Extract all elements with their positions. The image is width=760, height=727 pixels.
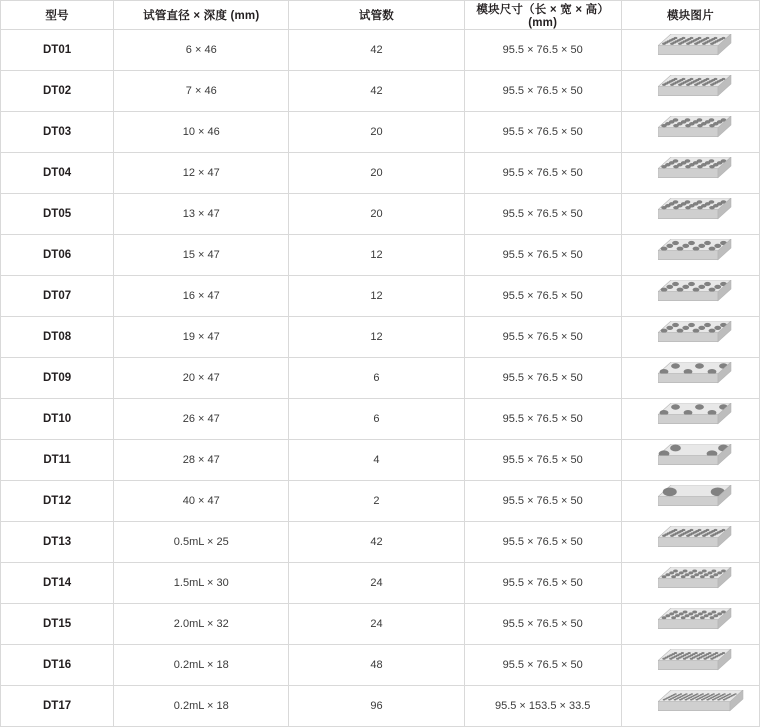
cell-dimensions: 1.5mL × 30 — [114, 563, 289, 604]
table-row — [1, 440, 760, 481]
cell-block-image — [621, 112, 759, 153]
cell-dimensions: 12 × 47 — [114, 153, 289, 194]
cell-block-image — [621, 153, 759, 194]
cell-tube-count: 20 — [289, 153, 464, 194]
cell-block-image — [621, 686, 759, 727]
cell-model: DT12 — [1, 481, 114, 522]
cell-block-size: 95.5 × 76.5 × 50 — [464, 194, 621, 235]
aluminum-block-20-holes-icon — [658, 198, 722, 231]
cell-tube-count: 48 — [289, 645, 464, 686]
column-header-tube-dimensions: 试管直径 × 深度 (mm) — [114, 1, 289, 30]
cell-tube-count: 20 — [289, 194, 464, 235]
table-header — [1, 1, 760, 30]
table-row — [1, 563, 760, 604]
cell-dimensions: 10 × 46 — [114, 112, 289, 153]
aluminum-block-20-holes-icon — [658, 116, 722, 149]
aluminum-block-6-holes-icon — [658, 403, 722, 436]
cell-model: DT10 — [1, 399, 114, 440]
cell-block-image — [621, 317, 759, 358]
cell-block-size: 95.5 × 76.5 × 50 — [464, 522, 621, 563]
cell-tube-count: 42 — [289, 30, 464, 71]
cell-block-size: 95.5 × 76.5 × 50 — [464, 71, 621, 112]
table-row — [1, 276, 760, 317]
cell-block-image — [621, 563, 759, 604]
cell-block-image — [621, 399, 759, 440]
cell-model: DT04 — [1, 153, 114, 194]
cell-tube-count: 12 — [289, 276, 464, 317]
cell-dimensions: 15 × 47 — [114, 235, 289, 276]
cell-block-size: 95.5 × 76.5 × 50 — [464, 317, 621, 358]
cell-block-size: 95.5 × 76.5 × 50 — [464, 276, 621, 317]
cell-tube-count: 6 — [289, 358, 464, 399]
column-header-block-image: 模块图片 — [621, 1, 759, 30]
aluminum-block-12-holes-icon — [658, 321, 722, 354]
cell-dimensions: 26 × 47 — [114, 399, 289, 440]
cell-model: DT16 — [1, 645, 114, 686]
table-row — [1, 194, 760, 235]
cell-block-size: 95.5 × 76.5 × 50 — [464, 645, 621, 686]
cell-model: DT07 — [1, 276, 114, 317]
cell-dimensions: 20 × 47 — [114, 358, 289, 399]
aluminum-block-12-holes-icon — [658, 280, 722, 313]
cell-model: DT05 — [1, 194, 114, 235]
table-row — [1, 30, 760, 71]
table-row — [1, 317, 760, 358]
aluminum-block-42-holes-icon — [658, 526, 722, 559]
cell-dimensions: 19 × 47 — [114, 317, 289, 358]
cell-block-image — [621, 522, 759, 563]
cell-block-image — [621, 30, 759, 71]
table-row — [1, 686, 760, 727]
cell-block-image — [621, 358, 759, 399]
cell-model: DT15 — [1, 604, 114, 645]
cell-tube-count: 42 — [289, 522, 464, 563]
table-row — [1, 604, 760, 645]
aluminum-block-12-holes-icon — [658, 239, 722, 272]
cell-block-size: 95.5 × 76.5 × 50 — [464, 399, 621, 440]
table-row — [1, 645, 760, 686]
cell-model: DT14 — [1, 563, 114, 604]
cell-model: DT13 — [1, 522, 114, 563]
cell-dimensions: 0.5mL × 25 — [114, 522, 289, 563]
cell-model: DT17 — [1, 686, 114, 727]
aluminum-block-24-holes-icon — [658, 608, 722, 641]
column-header-model: 型号 — [1, 1, 114, 30]
aluminum-block-24-holes-icon — [658, 567, 722, 600]
column-header-block-size: 模块尺寸（长 × 宽 × 高）(mm) — [464, 1, 621, 30]
cell-model: DT08 — [1, 317, 114, 358]
cell-tube-count: 2 — [289, 481, 464, 522]
cell-block-image — [621, 604, 759, 645]
cell-tube-count: 24 — [289, 563, 464, 604]
cell-tube-count: 96 — [289, 686, 464, 727]
cell-block-image — [621, 645, 759, 686]
aluminum-block-42-holes-icon — [658, 75, 722, 108]
cell-model: DT03 — [1, 112, 114, 153]
cell-block-image — [621, 276, 759, 317]
aluminum-block-4-holes-icon — [658, 444, 722, 477]
table-row — [1, 71, 760, 112]
cell-block-size: 95.5 × 153.5 × 33.5 — [464, 686, 621, 727]
cell-tube-count: 24 — [289, 604, 464, 645]
column-header-tube-count: 试管数 — [289, 1, 464, 30]
aluminum-block-42-holes-icon — [658, 34, 722, 67]
cell-block-image — [621, 481, 759, 522]
cell-model: DT06 — [1, 235, 114, 276]
cell-block-image — [621, 235, 759, 276]
table-row — [1, 153, 760, 194]
table-row — [1, 235, 760, 276]
cell-block-size: 95.5 × 76.5 × 50 — [464, 112, 621, 153]
cell-dimensions: 2.0mL × 32 — [114, 604, 289, 645]
table-header-row — [1, 1, 760, 30]
cell-tube-count: 6 — [289, 399, 464, 440]
cell-dimensions: 7 × 46 — [114, 71, 289, 112]
cell-dimensions: 40 × 47 — [114, 481, 289, 522]
cell-model: DT01 — [1, 30, 114, 71]
cell-tube-count: 4 — [289, 440, 464, 481]
table-row — [1, 522, 760, 563]
aluminum-block-6-holes-icon — [658, 362, 722, 395]
table-row — [1, 112, 760, 153]
cell-dimensions: 28 × 47 — [114, 440, 289, 481]
table-body — [1, 30, 760, 727]
cell-block-image — [621, 194, 759, 235]
cell-tube-count: 42 — [289, 71, 464, 112]
table-row — [1, 358, 760, 399]
cell-block-size: 95.5 × 76.5 × 50 — [464, 358, 621, 399]
cell-tube-count: 12 — [289, 317, 464, 358]
cell-model: DT11 — [1, 440, 114, 481]
cell-block-size: 95.5 × 76.5 × 50 — [464, 604, 621, 645]
cell-model: DT02 — [1, 71, 114, 112]
cell-block-size: 95.5 × 76.5 × 50 — [464, 563, 621, 604]
cell-tube-count: 20 — [289, 112, 464, 153]
cell-block-size: 95.5 × 76.5 × 50 — [464, 30, 621, 71]
cell-block-size: 95.5 × 76.5 × 50 — [464, 481, 621, 522]
cell-dimensions: 16 × 47 — [114, 276, 289, 317]
cell-dimensions: 0.2mL × 18 — [114, 686, 289, 727]
table-row — [1, 481, 760, 522]
aluminum-block-2-holes-icon — [658, 485, 722, 518]
cell-block-size: 95.5 × 76.5 × 50 — [464, 235, 621, 276]
cell-block-size: 95.5 × 76.5 × 50 — [464, 440, 621, 481]
cell-dimensions: 0.2mL × 18 — [114, 645, 289, 686]
cell-dimensions: 13 × 47 — [114, 194, 289, 235]
aluminum-block-20-holes-icon — [658, 157, 722, 190]
aluminum-block-48-holes-icon — [658, 649, 722, 682]
cell-block-image — [621, 440, 759, 481]
aluminum-block-96-holes-wide-icon — [658, 690, 722, 723]
cell-tube-count: 12 — [289, 235, 464, 276]
cell-model: DT09 — [1, 358, 114, 399]
cell-block-image — [621, 71, 759, 112]
cell-dimensions: 6 × 46 — [114, 30, 289, 71]
cell-block-size: 95.5 × 76.5 × 50 — [464, 153, 621, 194]
table-row — [1, 399, 760, 440]
